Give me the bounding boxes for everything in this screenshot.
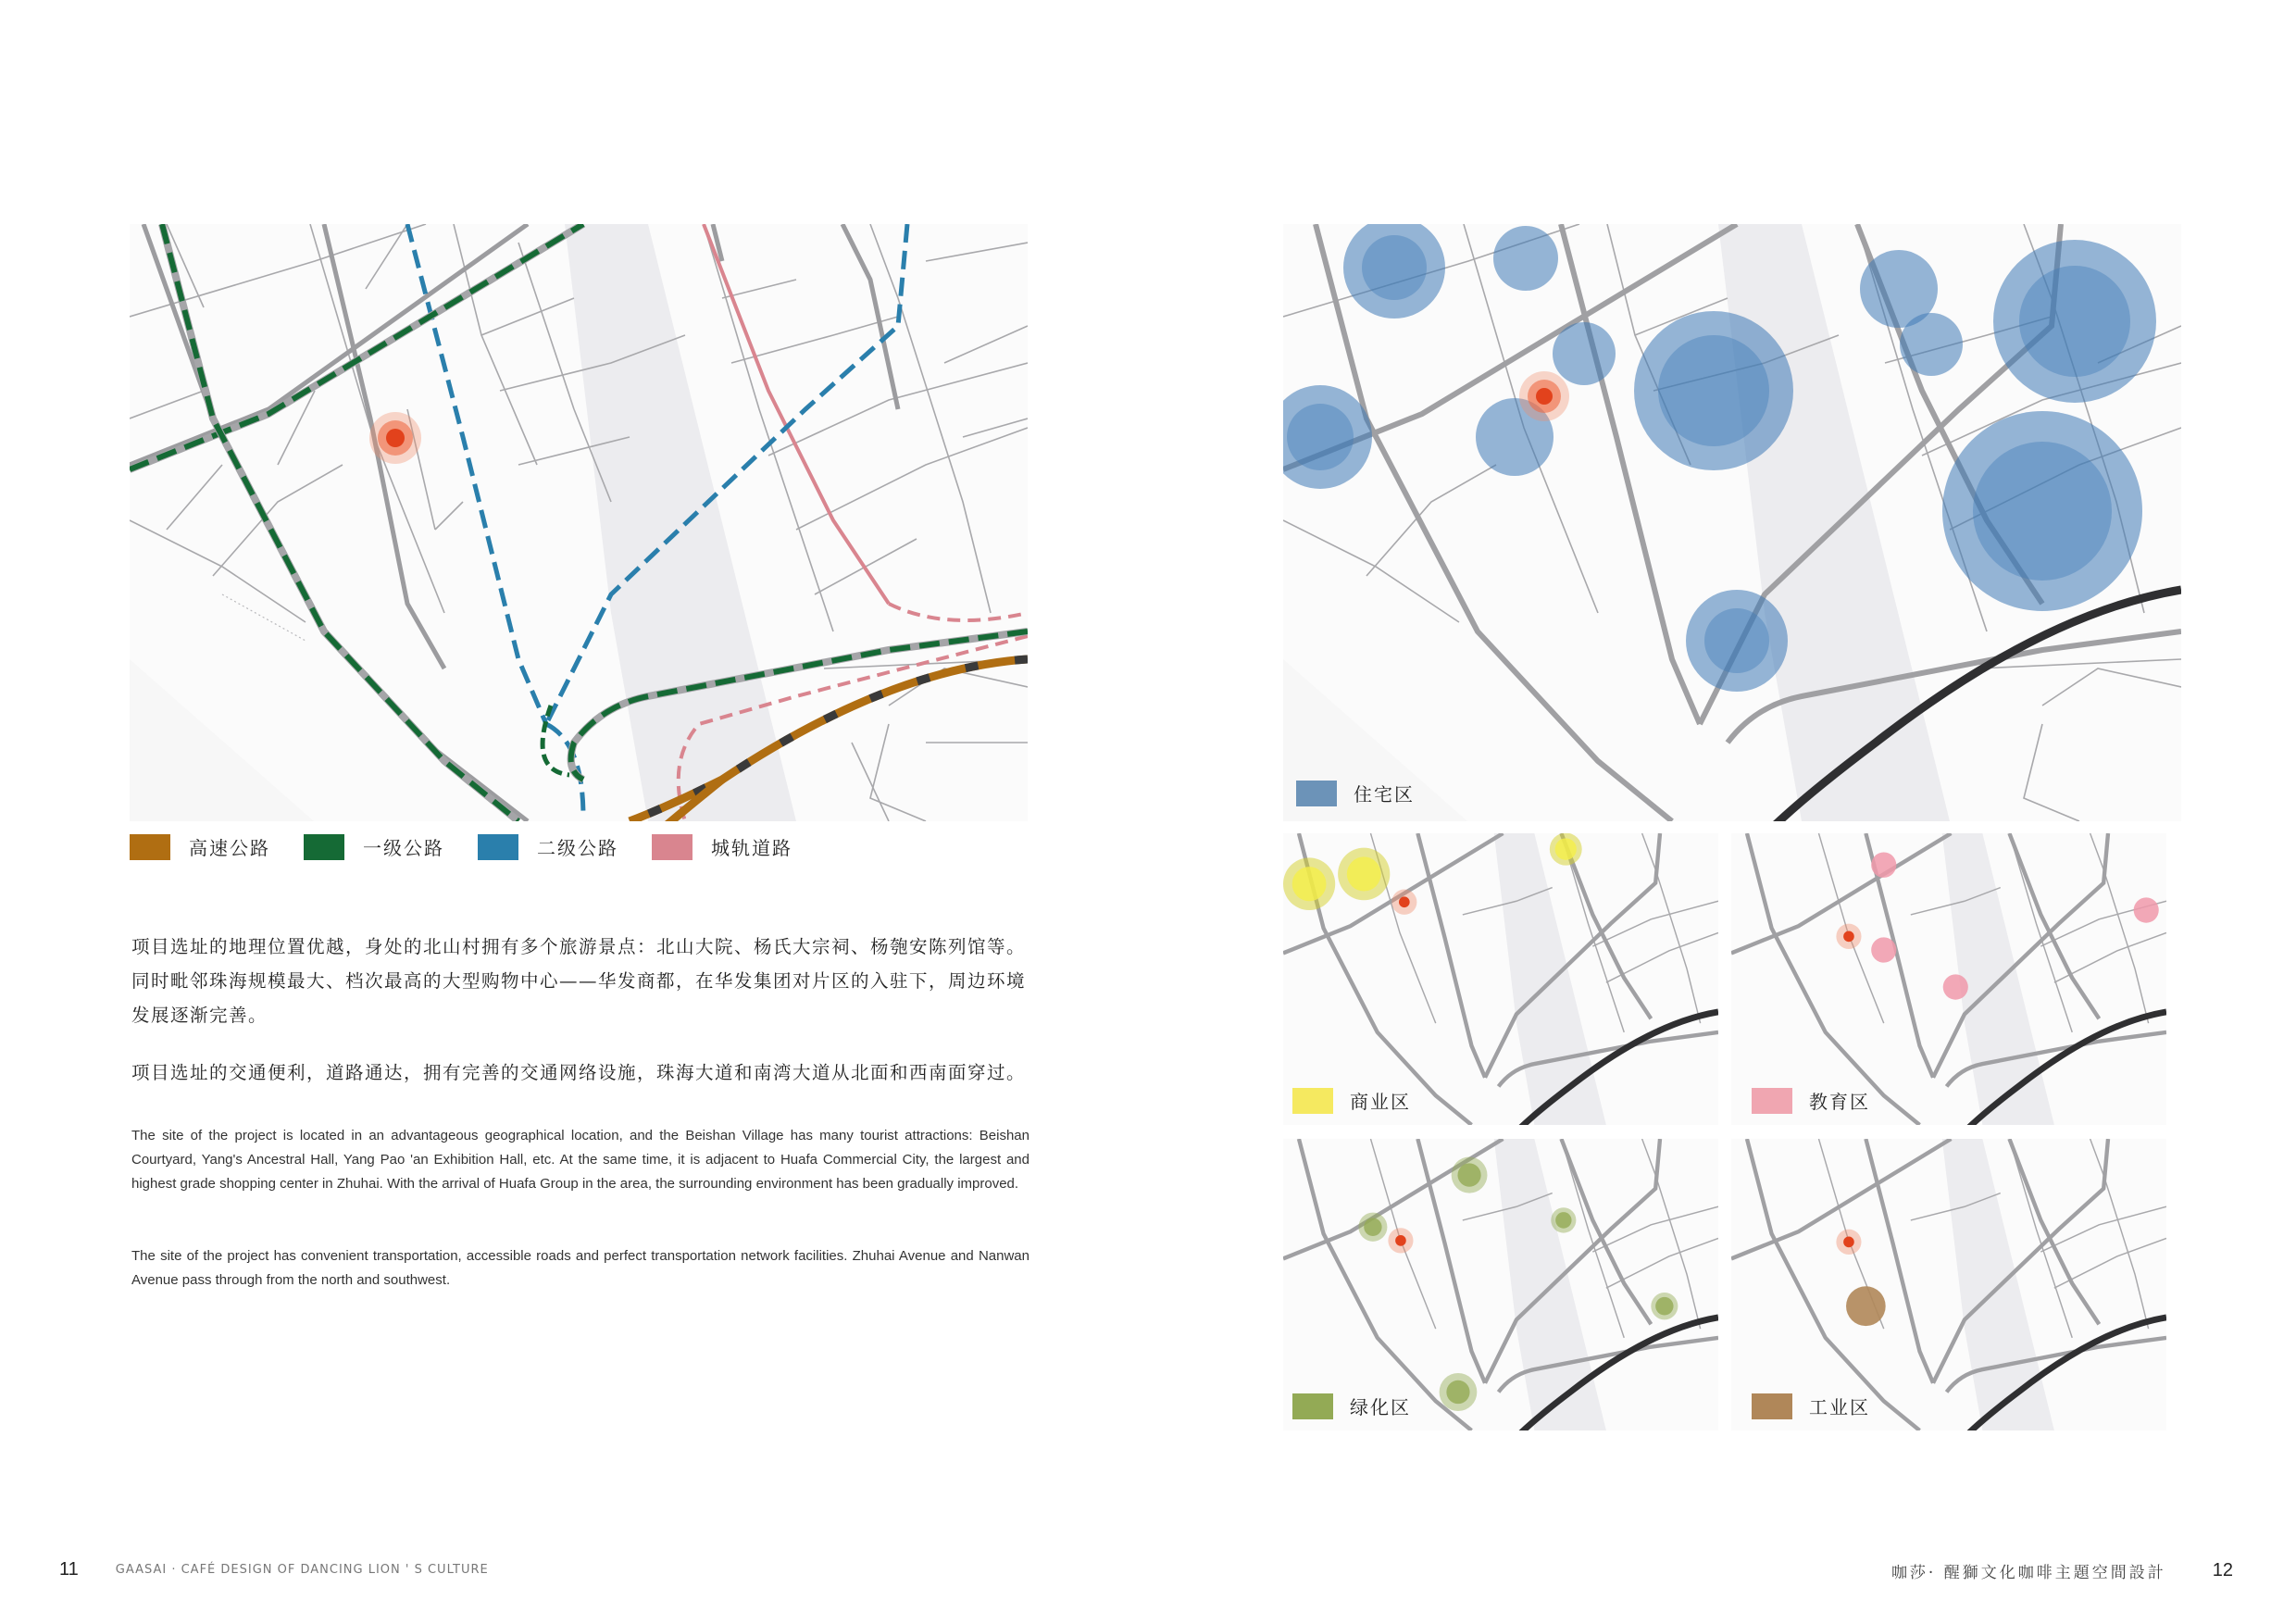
footer-left [59,1559,489,1580]
page-number-left: 11 [59,1559,79,1580]
residential-zone-map [1283,224,2181,821]
education-label: 教育区 [1809,1091,1870,1113]
green-legend [1292,1393,1411,1419]
site-marker [1836,1230,1861,1255]
green-label: 绿化区 [1350,1396,1411,1418]
residential-map-graphic [1283,224,2181,821]
green-zone-map [1283,1139,1718,1430]
industrial-map-graphic [1731,1139,2166,1430]
legend-item-light-rail [652,833,792,860]
page-number-right: 12 [2212,1560,2233,1580]
commercial-swatch [1292,1088,1333,1114]
industrial-swatch [1752,1393,1792,1419]
site-marker [1519,371,1569,421]
site-marker [1388,1228,1413,1253]
secondary-road-swatch [478,834,518,860]
footer-title-chinese: 咖莎· 醒獅文化咖啡主題空間設計 [1890,1564,2166,1582]
education-map-graphic [1731,833,2166,1125]
residential-swatch [1296,781,1337,806]
legend-label: 高速公路 [189,837,270,859]
cn-paragraph-2-block [131,1056,1029,1090]
legend-label: 一级公路 [363,837,444,859]
green-map-graphic [1283,1139,1718,1430]
industrial-label: 工业区 [1809,1396,1870,1418]
legend-label: 二级公路 [537,837,618,859]
primary-road-swatch [304,834,344,860]
site-marker [1391,890,1416,915]
footer-right [1891,1559,2233,1582]
legend-item-secondary-road [478,833,618,860]
en-paragraph-1-block [131,1124,1029,1196]
cn-paragraph-2: 项目选址的交通便利，道路通达，拥有完善的交通网络设施，珠海大道和南湾大道从北面和西南面穿过。 [131,1062,1027,1083]
green-swatch [1292,1393,1333,1419]
road-network-map-graphic [130,224,1028,821]
legend-label: 城轨道路 [711,837,792,859]
en-paragraph-1: The site of the project is located in an advantageous geographical location, and the Beishan Village has many tourist attractions: Beishan Courtyard, Yang's Ancestral Hall, Yang Pao 'an Exhibition Hall, etc. At the same time, it is adjacent to Huafa Commercial City, the largest and highest grade shopping center in Zhuhai. With the arrival of Huafa Group in the area, the surrounding environment has been gradually improved. [131,1128,1029,1192]
light-rail-swatch [652,834,693,860]
education-legend [1752,1087,1870,1114]
commercial-legend [1292,1087,1411,1114]
site-marker [369,412,421,464]
legend-item-expressway [130,833,270,860]
education-zone-map [1731,833,2166,1125]
residential-label: 住宅区 [1354,783,1415,806]
commercial-zone-map [1283,833,1718,1125]
residential-legend [1296,780,1415,806]
industrial-legend [1752,1393,1870,1419]
footer-title-english: GAASAI · CAFÉ DESIGN OF DANCING LION ' S CULTURE [115,1563,489,1577]
en-paragraph-2: The site of the project has convenient transportation, accessible roads and perfect transportation network facilities. Zhuhai Avenue and Nanwan Avenue pass through from the north and southwest. [131,1248,1029,1288]
site-marker [1836,924,1861,949]
cn-paragraph-1-block [131,930,1029,1032]
legend-item-primary-road [304,833,444,860]
expressway-swatch [130,834,170,860]
education-swatch [1752,1088,1792,1114]
road-type-legend [130,833,826,860]
cn-paragraph-1: 项目选址的地理位置优越，身处的北山村拥有多个旅游景点：北山大院、杨氏大宗祠、杨匏安陈列馆等。同时毗邻珠海规模最大、档次最高的大型购物中心——华发商都，在华发集团对片区的入驻下，周边环境发展逐渐完善。 [131,936,1027,1026]
road-network-map [130,224,1028,821]
industrial-zone-map [1731,1139,2166,1430]
commercial-label: 商业区 [1350,1091,1411,1113]
en-paragraph-2-block [131,1244,1029,1293]
commercial-map-graphic [1283,833,1718,1125]
